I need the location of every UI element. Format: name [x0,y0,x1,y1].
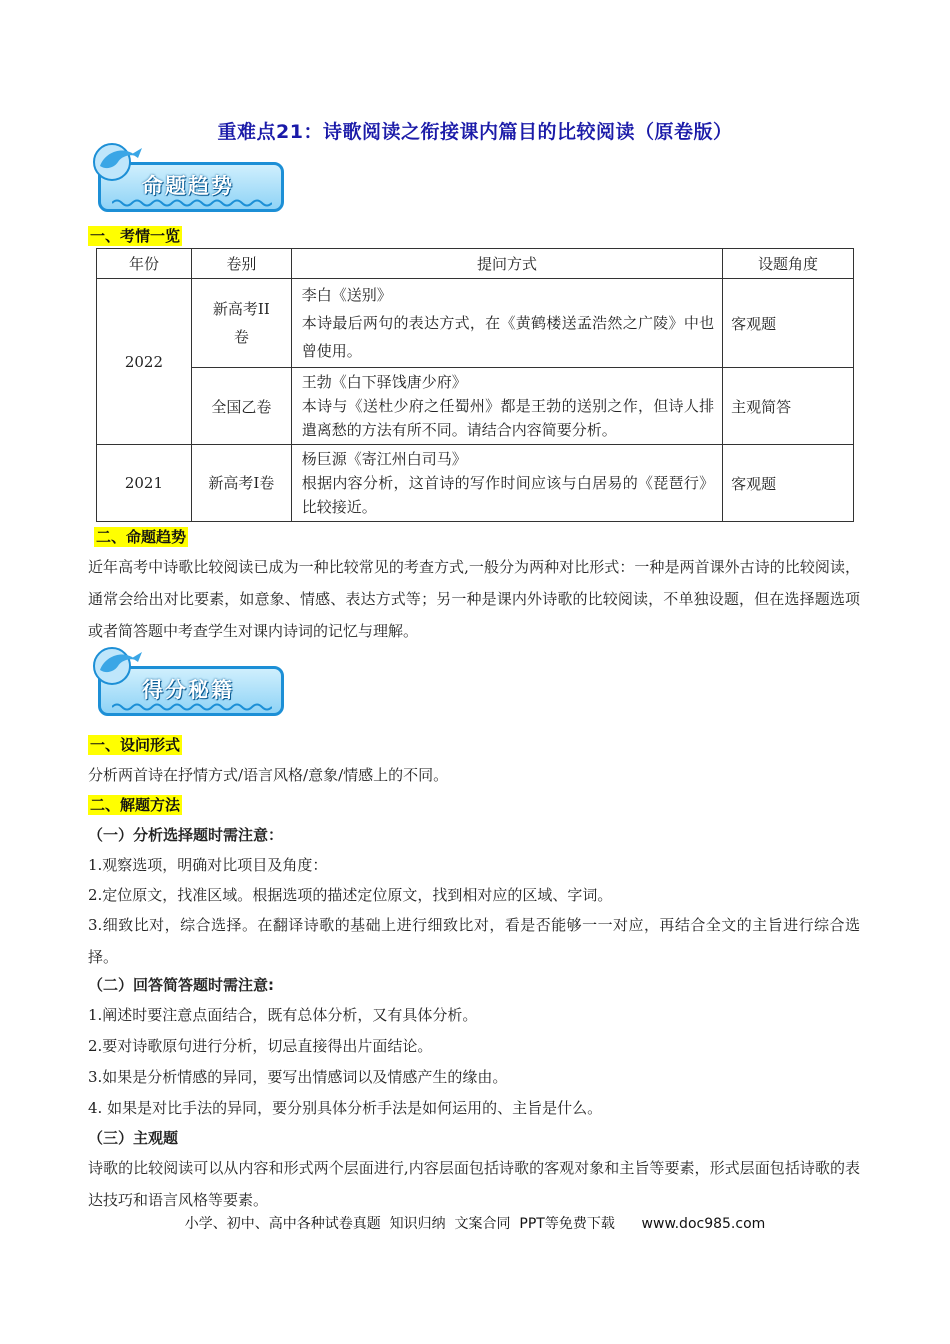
table-row [97,368,854,445]
trend-paragraph: 近年高考中诗歌比较阅读已成为一种比较常见的考查方式,一般分为两种对比形式：一种是两首课外古诗的比较阅读，通常会给出对比要素，如意象、情感、表达方式等；另一种是课内外诗歌的比较阅读，不单独设题，但在选择题选项或者简答题中考查学生对课内诗词的记忆与理解。 [88,558,860,640]
page-title: 重难点21：诗歌阅读之衔接课内篇目的比较阅读（原卷版） [217,121,733,143]
list-item: 2.定位原文，找准区域。根据选项的描述定位原文，找到相对应的区域、字词。 [88,886,613,904]
paper-cell: 新高考Ⅰ卷 [191,445,291,522]
question-title: 李白《送别》 [301,286,392,304]
form-text: 分析两首诗在抒情方式/语言风格/意象/情感上的不同。 [88,766,449,784]
year-cell: 2022 [97,279,192,445]
question-body: 根据内容分析，这首诗的写作时间应该与白居易的《琵琶行》比较接近。 [301,474,715,516]
question-body: 本诗与《送杜少府之任蜀州》都是王勃的送别之作，但诗人排遣离愁的方法有所不同。请结合内容简要分析。 [301,397,715,439]
banner-label: 命题趋势 [142,174,234,198]
header-paper: 卷别 [191,249,291,279]
paper-cell: 新高考II卷 [191,279,291,368]
angle-cell: 客观题 [723,279,854,368]
header-question: 提问方式 [291,249,722,279]
trend-banner [92,140,288,220]
list-item: 4. 如果是对比手法的异同，要分别具体分析手法是如何运用的、主旨是什么。 [88,1099,603,1117]
wave-decoration [112,198,272,208]
subjective-text: 诗歌的比较阅读可以从内容和形式两个层面进行,内容层面包括诗歌的客观对象和主旨等要素，形式层面包括诗歌的表达技巧和语言风格等要素。 [88,1159,860,1209]
question-cell [291,279,722,368]
list-item: 3.如果是分析情感的异同，要写出情感词以及情感产生的缘由。 [88,1068,508,1086]
list-item: 3.细致比对，综合选择。在翻译诗歌的基础上进行细致比对，看是否能够一一对应，再结合全文的主旨进行综合选择。 [88,916,860,966]
question-cell [291,368,722,445]
paper-cell: 全国乙卷 [191,368,291,445]
table-row [97,445,854,522]
table-header-row [97,249,854,279]
angle-cell: 客观题 [723,445,854,522]
question-title: 杨巨源《寄江州白司马》 [301,450,467,468]
subjective-heading: （三）主观题 [88,1129,179,1147]
short-heading: （二）回答简答题时需注意: [88,976,274,994]
banner-label: 得分秘籍 [142,678,234,702]
exam-table [96,248,854,522]
page-footer: 小学、初中、高中各种试卷真题 知识归纳 文案合同 PPT等免费下载 www.doc985.com [184,1216,766,1232]
year-cell: 2021 [97,445,192,522]
section-heading-method: 二、解题方法 [90,796,181,814]
header-year: 年份 [97,249,192,279]
list-item: 1.观察选项，明确对比项目及角度： [88,856,328,874]
section-heading-form: 一、设问形式 [90,736,181,754]
question-title: 王勃《白下驿饯唐少府》 [301,373,467,391]
header-angle: 设题角度 [723,249,854,279]
section-heading-trend: 二、命题趋势 [96,528,187,546]
choice-heading: （一）分析选择题时需注意： [88,826,284,844]
question-cell [291,445,722,522]
table-row [97,279,854,368]
list-item: 1.阐述时要注意点面结合，既有总体分析，又有具体分析。 [88,1006,478,1024]
angle-cell: 主观简答 [723,368,854,445]
tips-banner [92,644,288,724]
list-item: 2.要对诗歌原句进行分析，切忌直接得出片面结论。 [88,1037,433,1055]
section-heading-overview: 一、考情一览 [90,227,181,245]
question-body: 本诗最后两句的表达方式，在《黄鹤楼送孟浩然之广陵》中也曾使用。 [301,314,715,360]
wave-decoration [112,702,272,712]
